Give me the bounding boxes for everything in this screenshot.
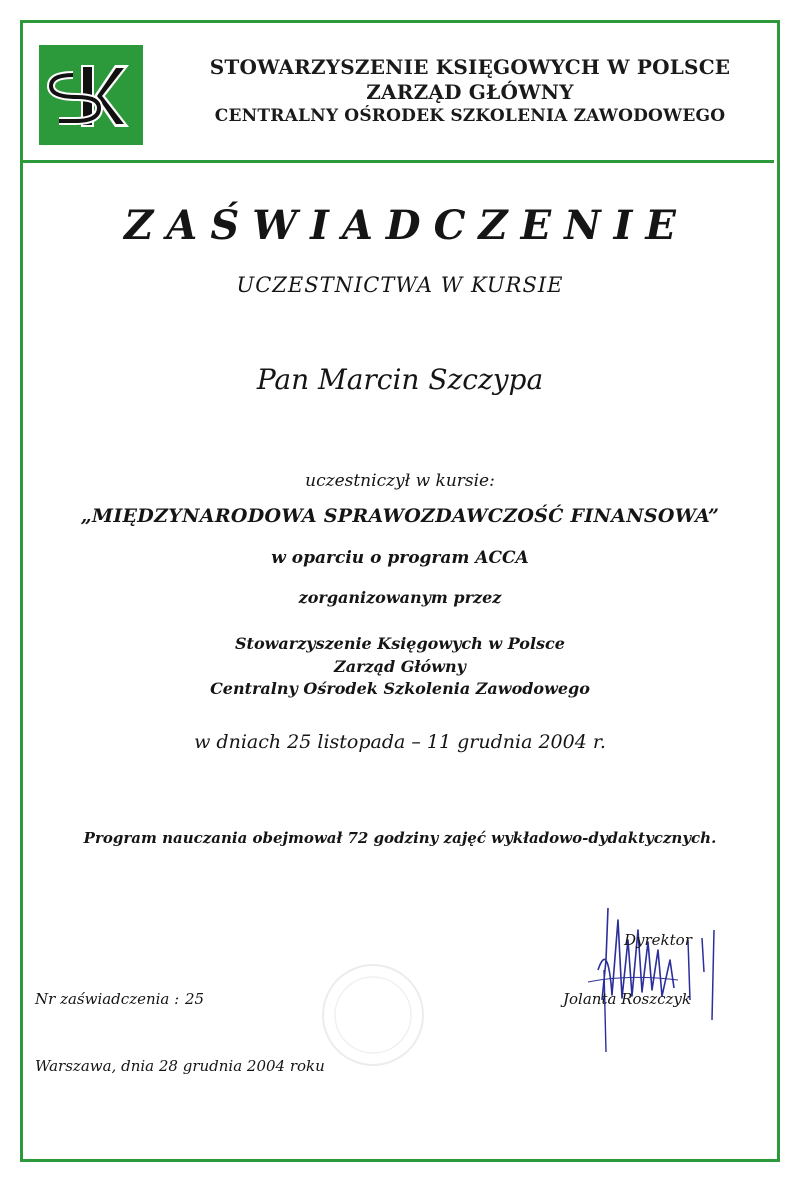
embossed-seal-icon [318,960,428,1070]
organizer-line-2: Zarząd Główny [334,657,466,676]
participated-text: uczestniczył w kursie: [305,471,495,491]
course-dates: w dniach 25 listopada – 11 grudnia 2004 r. [194,731,606,753]
organized-by-text: zorganizowanym przez [298,588,502,607]
certificate-title: ZAŚWIADCZENIE [124,202,689,249]
director-title: Dyrektor [624,931,692,949]
header-divider [20,160,774,163]
signature-icon [578,900,728,1060]
recipient-name: Pan Marcin Szczypa [256,363,544,396]
certificate-subtitle: UCZESTNICTWA W KURSIE [236,273,564,297]
organizer-line-1: Stowarzyszenie Księgowych w Polsce [235,634,565,653]
organization-name: STOWARZYSZENIE KSIĘGOWYCH W POLSCE [209,55,731,79]
organizer-line-3: Centralny Ośrodek Szkolenia Zawodowego [210,679,590,698]
sk-logo-icon [39,45,143,145]
course-name: „MIĘDZYNARODOWA SPRAWOZDAWCZOŚĆ FINANSOWA” [80,505,720,527]
certificate-number-label: Nr zaświadczenia : [35,990,180,1008]
program-text: w oparciu o program ACCA [271,548,529,568]
director-name: Jolanta Roszczyk [563,990,691,1008]
program-hours: Program nauczania obejmował 72 godziny zajęć wykładowo-dydaktycznych. [83,829,717,847]
organization-center: CENTRALNY OŚRODEK SZKOLENIA ZAWODOWEGO [214,106,726,126]
certificate-number-value: 25 [185,990,205,1008]
place-and-date: Warszawa, dnia 28 grudnia 2004 roku [35,1057,325,1075]
organization-board: ZARZĄD GŁÓWNY [366,80,574,104]
